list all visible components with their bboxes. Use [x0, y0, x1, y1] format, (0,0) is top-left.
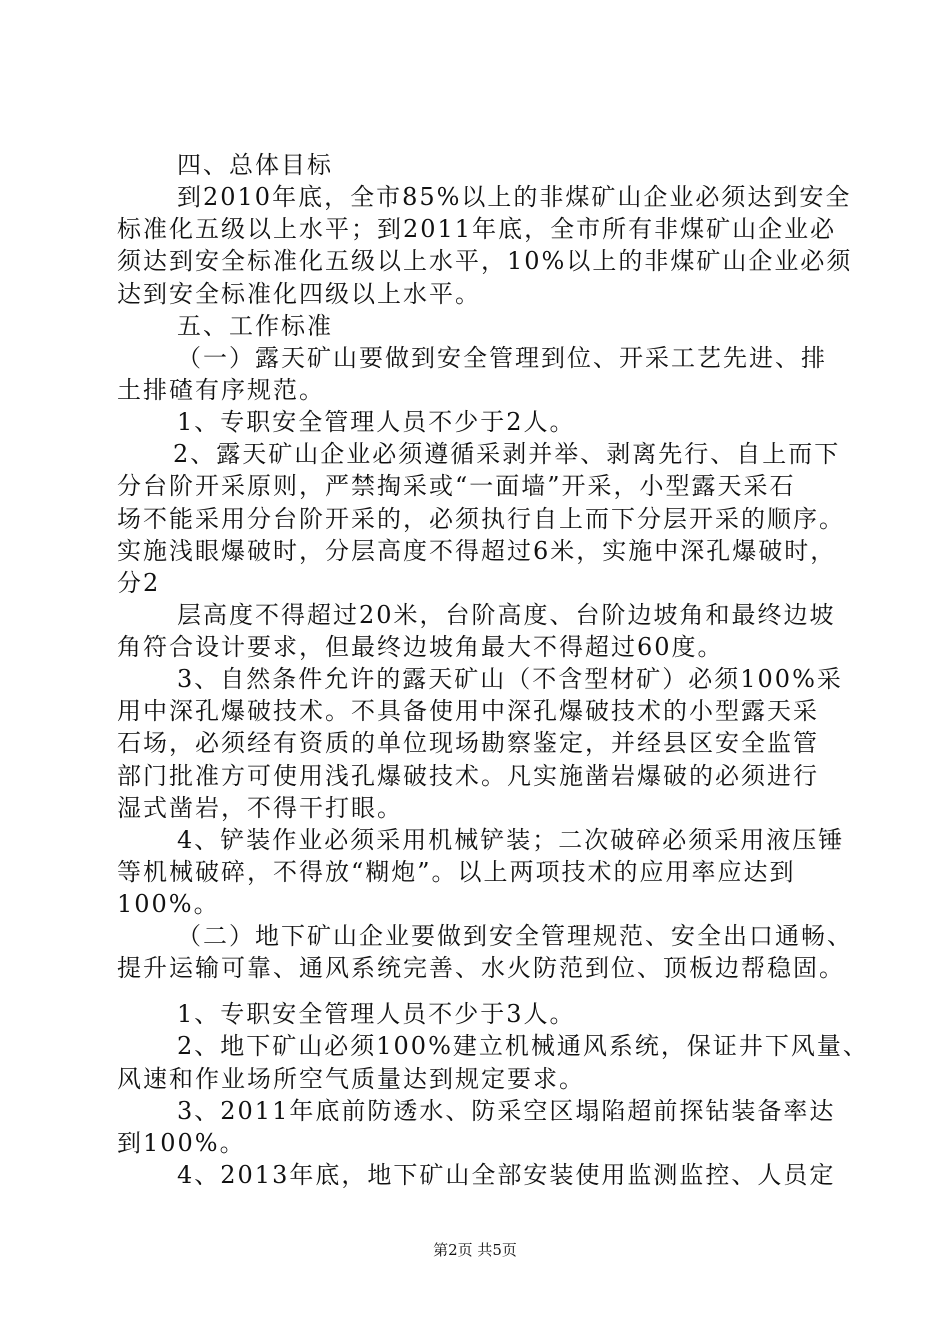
paragraph-line: 用中深孔爆破技术。不具备使用中深孔爆破技术的小型露天采 [117, 697, 819, 725]
paragraph-line: 须达到安全标准化五级以上水平，10%以上的非煤矿山企业必须 [117, 247, 853, 275]
paragraph-line: 3、自然条件允许的露天矿山（不含型材矿）必须100%采 [177, 665, 843, 693]
paragraph-line: 2、地下矿山必须100%建立机械通风系统，保证井下风量、 [177, 1032, 869, 1060]
section-heading: 四、总体目标 [177, 151, 333, 179]
paragraph-line: 部门批准方可使用浅孔爆破技术。凡实施凿岩爆破的必须进行 [117, 762, 819, 790]
paragraph-line: （一）露天矿山要做到安全管理到位、开采工艺先进、排 [177, 344, 827, 372]
paragraph-line: 4、2013年底，地下矿山全部安装使用监测监控、人员定 [177, 1161, 836, 1189]
paragraph-line: 2、露天矿山企业必须遵循采剥并举、剥离先行、自上而下 [173, 440, 841, 468]
section-heading: 五、工作标准 [177, 312, 333, 340]
paragraph-line: 标准化五级以上水平；到2011年底，全市所有非煤矿山企业必 [117, 215, 837, 243]
paragraph-line: 1、专职安全管理人员不少于2人。 [177, 408, 576, 436]
paragraph-line: 实施浅眼爆破时，分层高度不得超过6米，实施中深孔爆破时， [117, 537, 837, 565]
paragraph-line: 湿式凿岩，不得干打眼。 [117, 794, 403, 822]
paragraph-line: （二）地下矿山企业要做到安全管理规范、安全出口通畅、 [177, 922, 853, 950]
paragraph-line: 100%。 [117, 890, 220, 918]
paragraph-line: 土排碴有序规范。 [117, 376, 325, 404]
paragraph-line: 3、2011年底前防透水、防采空区塌陷超前探钻装备率达 [177, 1097, 836, 1125]
paragraph-line: 分台阶开采原则，严禁掏采或“一面墙”开采，小型露天采石 [117, 472, 796, 500]
paragraph-line: 达到安全标准化四级以上水平。 [117, 280, 481, 308]
page-footer: 第2页 共5页 [433, 1241, 517, 1259]
paragraph-line: 分2 [117, 569, 161, 597]
paragraph-line: 角符合设计要求，但最终边坡角最大不得超过60度。 [117, 633, 724, 661]
paragraph-line: 石场，必须经有资质的单位现场勘察鉴定，并经县区安全监管 [117, 729, 819, 757]
paragraph-line: 到100%。 [117, 1129, 246, 1157]
paragraph-line: 层高度不得超过20米，台阶高度、台阶边坡角和最终边坡 [177, 601, 836, 629]
paragraph-line: 等机械破碎，不得放“糊炮”。以上两项技术的应用率应达到 [117, 858, 796, 886]
paragraph-line: 到2010年底，全市85%以上的非煤矿山企业必须达到安全 [177, 183, 852, 211]
paragraph-line: 风速和作业场所空气质量达到规定要求。 [117, 1065, 585, 1093]
paragraph-line: 场不能采用分台阶开采的，必须执行自上而下分层开采的顺序。 [117, 505, 845, 533]
paragraph-line: 1、专职安全管理人员不少于3人。 [177, 1000, 576, 1028]
paragraph-line: 4、铲装作业必须采用机械铲装；二次破碎必须采用液压锤 [177, 826, 845, 854]
paragraph-line: 提升运输可靠、通风系统完善、水火防范到位、顶板边帮稳固。 [117, 954, 845, 982]
